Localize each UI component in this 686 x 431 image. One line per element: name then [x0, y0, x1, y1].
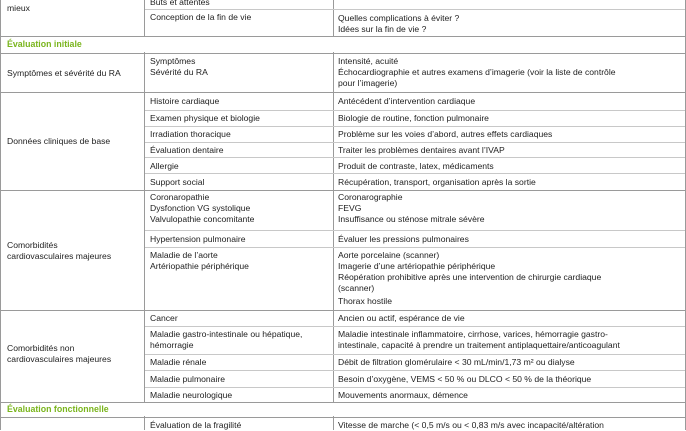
- row-divider: [0, 310, 686, 311]
- item-pulmonary-hypertension: Hypertension pulmonaire: [150, 234, 246, 244]
- item-peripheral-arteriopathy: Artériopathie périphérique: [150, 261, 249, 271]
- detail-allergy: Produit de contraste, latex, médicaments: [338, 161, 494, 171]
- detail-walking-speed: Vitesse de marche (< 0,5 m/s ou < 0,83 m/s avec incapacité/altération: [338, 420, 604, 430]
- item-social-support: Support social: [150, 177, 205, 187]
- row-divider: [145, 370, 685, 371]
- item-severity: Sévérité du RA: [150, 67, 208, 77]
- detail-lvef: FEVG: [338, 203, 362, 213]
- category-non-cv-comorbidities-line1: Comorbidités non: [7, 343, 75, 353]
- row-divider: [145, 230, 685, 231]
- item-valvular-disease: Valvulopathie concomitante: [150, 214, 255, 224]
- row-divider: [0, 190, 686, 191]
- detail-neurological: Mouvements anormaux, démence: [338, 390, 468, 400]
- item-pulmonary-disease: Maladie pulmonaire: [150, 374, 225, 384]
- detail-social-support: Récupération, transport, organisation après la sortie: [338, 177, 536, 187]
- row-divider: [145, 157, 685, 158]
- row-divider: [145, 326, 685, 327]
- item-physical-exam: Examen physique et biologie: [150, 113, 260, 123]
- row-divider: [145, 387, 685, 388]
- item-neurological-disease: Maladie neurologique: [150, 390, 233, 400]
- item-coronary-disease: Coronaropathie: [150, 192, 210, 202]
- category-symptoms: Symptômes et sévérité du RA: [7, 68, 121, 78]
- row-divider: [145, 110, 685, 111]
- detail-intensity: Intensité, acuité: [338, 56, 399, 66]
- row-divider: [145, 9, 685, 10]
- detail-gi-line1: Maladie intestinale inflammatoire, cirrhose, varices, hémorragie gastro-: [338, 329, 608, 339]
- row-divider: [145, 354, 685, 355]
- detail-porcelain-aorta: Aorte porcelaine (scanner): [338, 250, 440, 260]
- row-divider: [0, 92, 686, 93]
- top-item-end-of-life: Conception de la fin de vie: [150, 12, 252, 22]
- top-category-fragment: mieux: [7, 3, 30, 13]
- category-baseline-clinical-data: Données cliniques de base: [7, 136, 111, 146]
- row-divider: [145, 247, 685, 248]
- item-gi-hepatic-line2: hémorragie: [150, 340, 194, 350]
- detail-physical-exam: Biologie de routine, fonction pulmonaire: [338, 113, 489, 123]
- section-title-functional: Évaluation fonctionnelle: [7, 404, 109, 414]
- item-thoracic-irradiation: Irradiation thoracique: [150, 129, 231, 139]
- column-divider-1: [144, 0, 145, 430]
- detail-coronarography: Coronarographie: [338, 192, 403, 202]
- item-allergy: Allergie: [150, 161, 179, 171]
- row-divider: [145, 142, 685, 143]
- detail-gi-line2: intestinale, capacité à prendre un traitement antiplaquettaire/anticoagulant: [338, 340, 620, 350]
- category-non-cv-comorbidities-line2: cardiovasculaires majeures: [7, 354, 112, 364]
- detail-peripheral-imaging: Imagerie d’une artériopathie périphérique: [338, 261, 496, 271]
- item-symptoms: Symptômes: [150, 56, 196, 66]
- column-divider-2: [333, 0, 334, 430]
- category-cv-comorbidities-line1: Comorbidités: [7, 240, 58, 250]
- row-divider: [145, 126, 685, 127]
- detail-hostile-thorax: Thorax hostile: [338, 296, 392, 306]
- detail-echocardiography: Échocardiographie et autres examens d’imagerie (voir la liste de contrôle: [338, 67, 616, 77]
- top-detail-end-of-life: Idées sur la fin de vie ?: [338, 24, 427, 34]
- item-gi-hepatic-line1: Maladie gastro-intestinale ou hépatique,: [150, 329, 303, 339]
- item-aortic-disease: Maladie de l’aorte: [150, 250, 218, 260]
- section-divider: [0, 417, 686, 418]
- item-cardiac-history: Histoire cardiaque: [150, 96, 220, 106]
- detail-cardiac-history: Antécédent d’intervention cardiaque: [338, 96, 476, 106]
- table-border-left: [0, 0, 1, 430]
- section-divider: [0, 53, 686, 54]
- category-cv-comorbidities-line2: cardiovasculaires majeures: [7, 251, 112, 261]
- detail-dental-evaluation: Traiter les problèmes dentaires avant l’IVAP: [338, 145, 505, 155]
- item-renal-disease: Maladie rénale: [150, 357, 207, 367]
- detail-prohibitive-reoperation: Réopération prohibitive après une intervention de chirurgie cardiaque: [338, 272, 602, 282]
- detail-pulmonary-pressures: Évaluer les pressions pulmonaires: [338, 234, 469, 244]
- row-divider: [145, 173, 685, 174]
- item-frailty-evaluation: Évaluation de la fragilité: [150, 420, 242, 430]
- detail-scanner: (scanner): [338, 283, 375, 293]
- detail-thoracic-irradiation: Problème sur les voies d’abord, autres effets cardiaques: [338, 129, 553, 139]
- detail-pulmonary: Besoin d’oxygène, VEMS < 50 % ou DLCO < 50 % de la théorique: [338, 374, 592, 384]
- detail-mitral: Insuffisance ou sténose mitrale sévère: [338, 214, 485, 224]
- section-band: [1, 37, 685, 52]
- top-item-goals: Buts et attentes: [150, 0, 210, 7]
- item-lv-dysfunction: Dysfonction VG systolique: [150, 203, 251, 213]
- section-title-initial: Évaluation initiale: [7, 39, 82, 49]
- detail-cancer: Ancien ou actif, espérance de vie: [338, 313, 465, 323]
- item-dental-evaluation: Évaluation dentaire: [150, 145, 224, 155]
- item-cancer: Cancer: [150, 313, 178, 323]
- detail-renal: Débit de filtration glomérulaire < 30 mL/min/1,73 m² ou dialyse: [338, 357, 575, 367]
- top-detail-complications: Quelles complications à éviter ?: [338, 13, 460, 23]
- detail-imaging-checklist: pour l’imagerie): [338, 78, 398, 88]
